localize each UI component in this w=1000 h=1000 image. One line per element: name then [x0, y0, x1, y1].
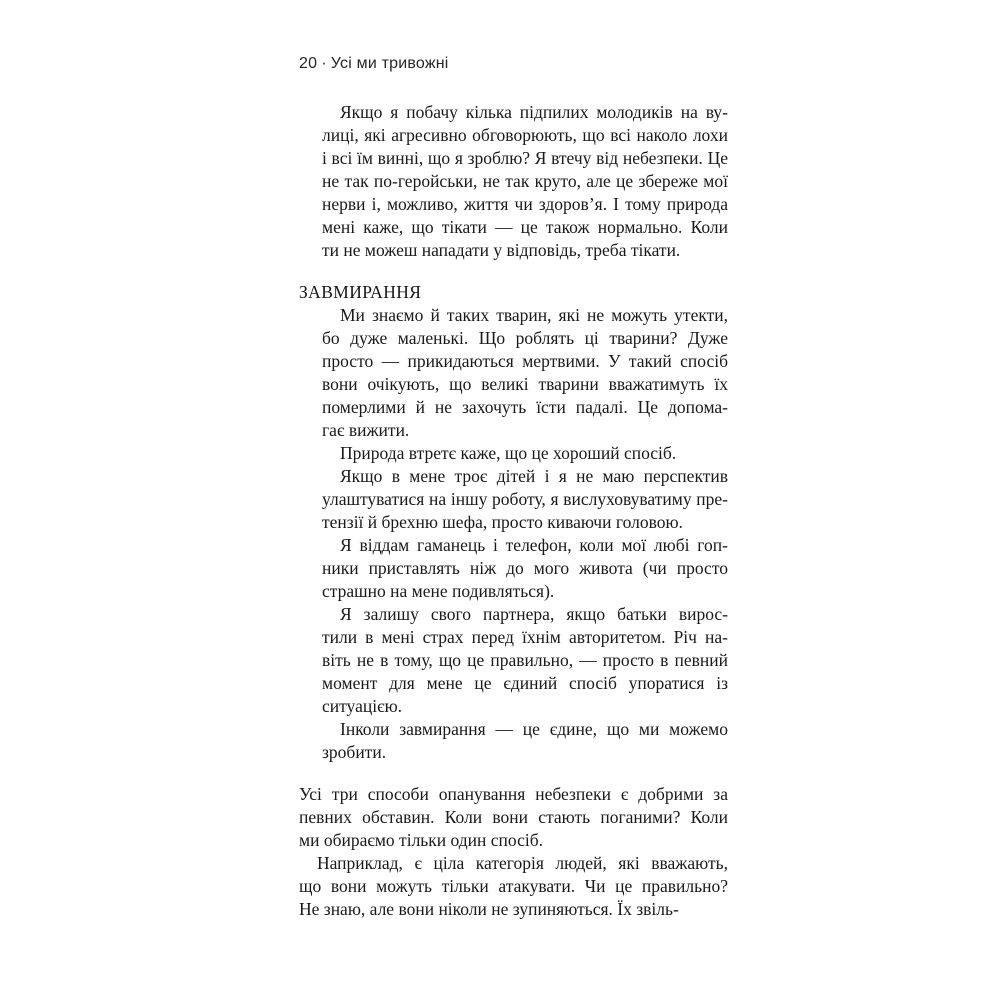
text-line: Не знаю, але вони ніколи не зупиняються. Їх звіль- [299, 899, 679, 919]
text-line: гає вижити. [322, 420, 410, 440]
paragraph [299, 783, 728, 852]
text-line: ми обираємо тільки один спосіб. [299, 830, 544, 850]
text-line: померлими й не захочуть їсти падалі. Це допома- [322, 397, 728, 417]
text-line: Я залишу свого партнера, якщо батьки вирос- [340, 604, 728, 624]
text-line: улаштуватися на іншу роботу, я вислуховуватиму пре- [322, 489, 728, 509]
book-title: Усі ми тривожні [330, 55, 449, 72]
text-line: Інколи завмирання — це єдине, що ми можемо [340, 719, 728, 739]
text-line: тензії й брехню шефа, просто киваючи головою. [322, 512, 683, 532]
text-line: Якщо в мене троє дітей і я не маю перспектив [340, 466, 728, 486]
paragraph [322, 603, 728, 718]
text-line: тили в мені страх перед їхнім авторитетом. Річ на- [322, 627, 728, 647]
body-text [299, 101, 728, 921]
text-line: Природа втретє каже, що це хороший спосіб. [340, 443, 677, 463]
paragraph [322, 718, 728, 764]
text-line: мені каже, що тікати — це також нормально. Коли [322, 217, 728, 237]
text-line: певних обставин. Коли вони стають поганими? Коли [299, 807, 728, 827]
text-line: Я віддам гаманець і телефон, коли мої любі гоп- [340, 535, 728, 555]
text-line: Ми знаємо й таких тварин, які не можуть утекти, [340, 305, 728, 325]
text-line: зробити. [322, 742, 387, 762]
separator-dot: · [321, 55, 327, 72]
paragraph [299, 852, 728, 921]
text-line: не так по-геройськи, не так круто, але це збереже мої [322, 171, 728, 191]
text-line: просто — прикидаються мертвими. У такий спосіб [322, 351, 728, 371]
text-line: що вони можуть тільки атакувати. Чи це правильно? [299, 876, 728, 896]
text-line: страшно на мене подивляться). [322, 581, 555, 601]
text-line: Усі три способи опанування небезпеки є добрими за [299, 784, 728, 804]
text-line: ситуацією. [322, 696, 403, 716]
text-line: Наприклад, є ціла категорія людей, які вважають, [317, 853, 728, 873]
text-line: момент для мене це єдиний спосіб упоратися із [322, 673, 728, 693]
text-line: ники приставлять ніж до мого живота (чи просто [322, 558, 728, 578]
paragraph [322, 101, 728, 262]
paragraph [322, 304, 728, 442]
text-line: віть не в тому, що це правильно, — просто в певний [322, 650, 728, 670]
page-number: 20 [299, 55, 318, 72]
text-line: бо дуже маленькі. Що роблять ці тварини? Дуже [322, 328, 728, 348]
paragraph [322, 534, 728, 603]
section-heading: ЗАВМИРАННЯ [299, 282, 422, 302]
text-line: ти не можеш нападати у відповідь, треба тікати. [322, 240, 681, 260]
text-line: вони очікують, що великі тварини вважатимуть їх [322, 374, 728, 394]
text-line: лиці, які агресивно обговорюють, що всі наколо лохи [322, 125, 728, 145]
book-page [299, 54, 728, 921]
page-header [299, 54, 728, 74]
paragraph [322, 465, 728, 534]
text-line: нерви і, можливо, життя чи здоров’я. І тому природа [322, 194, 728, 214]
text-line: і всі їм винні, що я зроблю? Я втечу від небезпеки. Це [322, 148, 728, 168]
text-line: Якщо я побачу кілька підпилих молодиків на ву- [340, 102, 728, 122]
paragraph [322, 442, 728, 465]
